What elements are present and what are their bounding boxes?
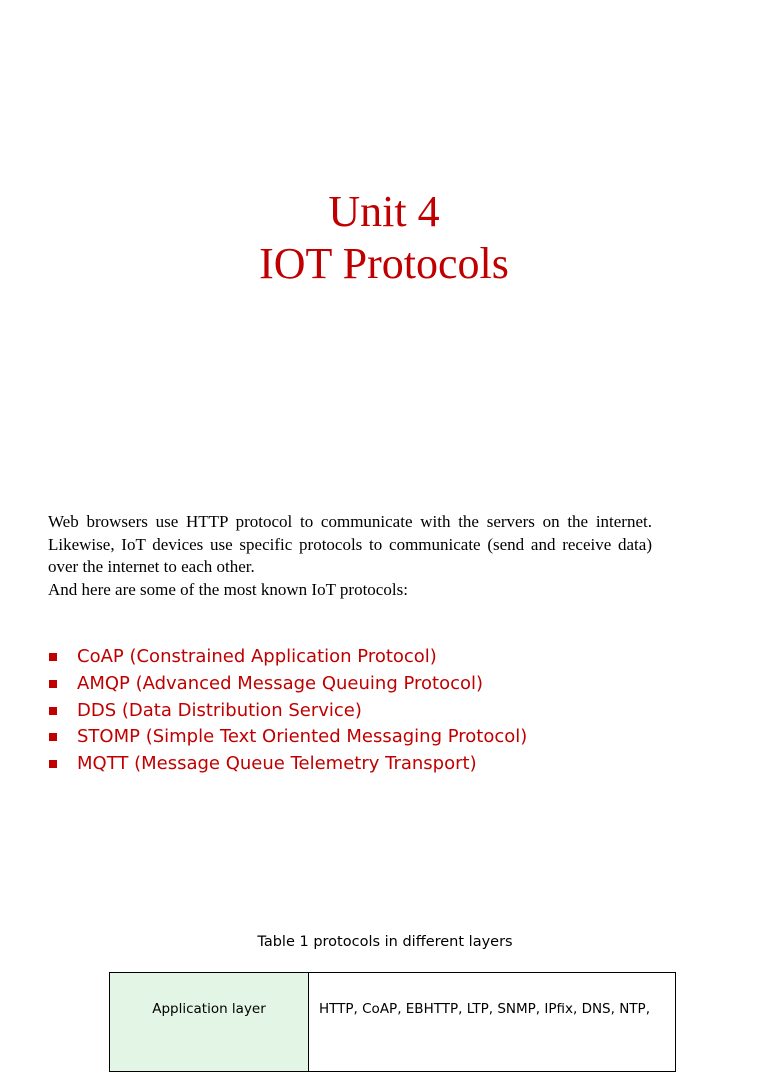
square-bullet-icon: [49, 733, 57, 741]
protocol-layers-table: [109, 972, 676, 1072]
intro-text: [48, 511, 652, 601]
list-item: [48, 751, 527, 778]
protocol-label: AMQP (Advanced Message Queuing Protocol): [77, 672, 484, 694]
protocol-label: MQTT (Message Queue Telemetry Transport): [77, 753, 477, 775]
protocol-list: [48, 644, 527, 778]
protocol-label: STOMP (Simple Text Oriented Messaging Protocol): [77, 726, 528, 748]
title-topic: IOT Protocols: [259, 239, 509, 288]
list-item: [48, 644, 527, 671]
list-item: [48, 724, 527, 751]
list-item: [48, 698, 527, 725]
title-unit: Unit 4: [328, 187, 440, 236]
layer-name-cell: Application layer: [110, 973, 309, 1072]
square-bullet-icon: [49, 653, 57, 661]
table-row: [110, 973, 676, 1072]
table-caption: Table 1 protocols in different layers: [257, 934, 513, 950]
protocol-label: DDS (Data Distribution Service): [77, 699, 362, 721]
list-item: [48, 671, 527, 698]
square-bullet-icon: [49, 680, 57, 688]
intro-lead-in: And here are some of the most known IoT protocols:: [48, 579, 408, 599]
square-bullet-icon: [49, 707, 57, 715]
intro-paragraph: Web browsers use HTTP protocol to communicate with the servers on the internet. Likewise, IoT devices use specific protocols to communicate (send and receive data) over the internet to each other.: [48, 512, 652, 576]
protocol-label: CoAP (Constrained Application Protocol): [77, 646, 437, 667]
page-title: [0, 186, 768, 290]
layer-protocols-cell: HTTP, CoAP, EBHTTP, LTP, SNMP, IPfix, DNS, NTP,: [309, 973, 676, 1072]
square-bullet-icon: [49, 760, 57, 768]
